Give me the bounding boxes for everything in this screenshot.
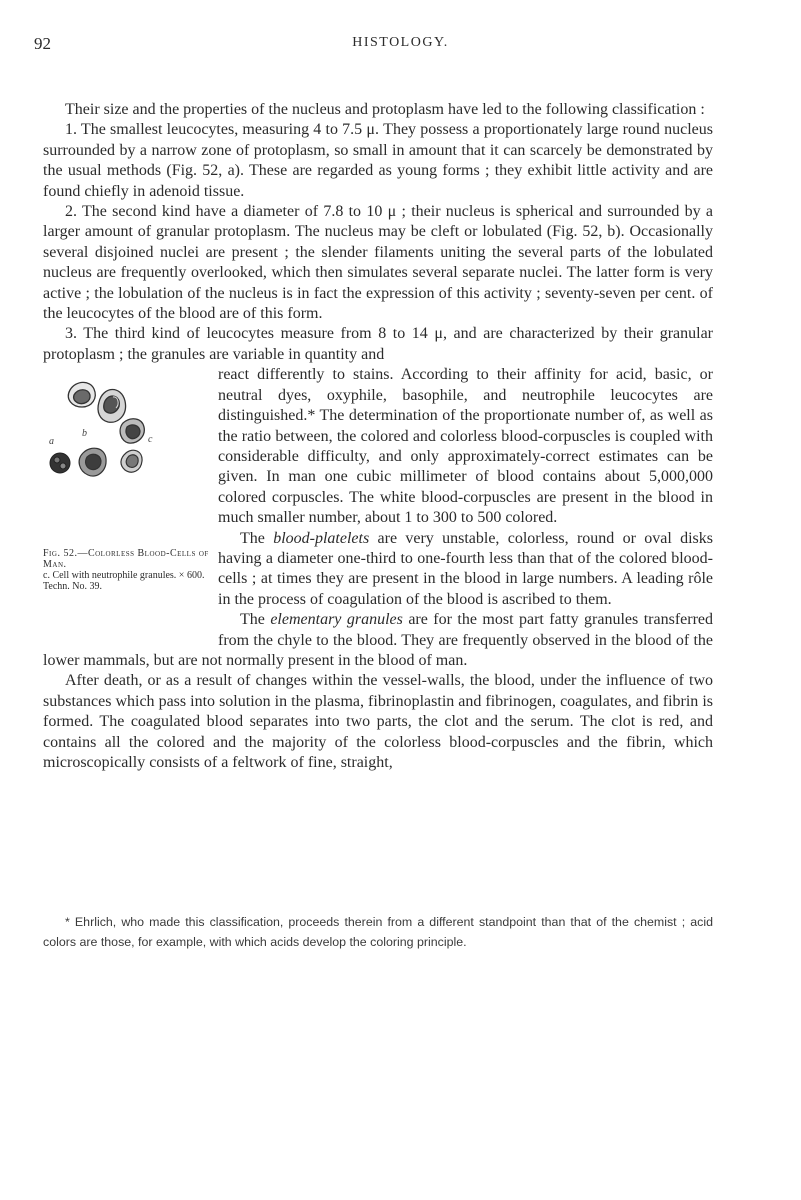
label-c: c bbox=[148, 434, 153, 446]
footnote: * Ehrlich, who made this classification, proceeds therein from a different standpoint than that of the chemist ; acid colors are those, for example, with which acids develop the coloring principle. bbox=[43, 915, 713, 949]
running-head: HISTOLOGY. bbox=[352, 35, 449, 50]
cell-b bbox=[98, 390, 126, 423]
page-number: 92 bbox=[34, 34, 51, 53]
platelets-lead: The bbox=[240, 529, 265, 547]
coagulation-paragraph: After death, or as a result of changes within the vessel-walls, the blood, under the influence of two substances which pass into solution in the plasma, fibrinoplastin and fibrinogen, coagulates, and fibrin is formed. The coagulated blood separates into two parts, the clot and the serum. The clot is red, and contains all the colored and the majority of the colorless blood-corpuscles and the fibrin, which microscopically consists of a feltwork of fine, straight, bbox=[43, 672, 713, 771]
cell-bottom-middle bbox=[79, 448, 106, 476]
intro-paragraph: Their size and the properties of the nucleus and protoplasm have led to the following classification : bbox=[65, 101, 705, 118]
class-3-continuation: react differently to stains. According to their affinity for acid, basic, or neutral dyes, oxyphile, basophile, and neutrophile leucocytes are distinguished.* The determination of the proportionate number of, as well as the ratio between, the colored and colorless blood-corpuscles is coupled with considerable difficulty, and only approximately-correct estimates can be given. In man one cubic millimeter of blood contains about 5,000,000 colored corpuscles. The white blood-corpuscles are present in the blood in much smaller number, about 1 to 300 to 500 colored. bbox=[218, 366, 713, 527]
page-header bbox=[0, 34, 801, 58]
granules-text: are for the most part fatty granules transferred from the chyle to the blood. They are frequently observed in the blood of the lower mammals, but are not normally present in the blood of man. bbox=[43, 611, 714, 669]
granules-lead: The bbox=[240, 611, 265, 629]
label-b: b bbox=[82, 428, 87, 440]
label-a: a bbox=[49, 436, 54, 448]
cell-bottom-left bbox=[50, 453, 70, 473]
cell-a bbox=[68, 383, 95, 408]
figure-caption bbox=[43, 548, 211, 592]
cell-c-top bbox=[120, 419, 144, 443]
class-1-paragraph: 1. The smallest leucocytes, measuring 4 to 7.5 μ. They possess a proportionately large round nucleus surrounded by a narrow zone of protoplasm, so small in amount that it can scarcely be demonstrated by the usual methods (Fig. 52, a). These are regarded as young forms ; they exhibit little activity and are found chiefly in adenoid tissue. bbox=[43, 121, 713, 200]
class-2-paragraph: 2. The second kind have a diameter of 7.8 to 10 μ ; their nucleus is spherical and surrounded by a larger amount of granular protoplasm. The nucleus may be cleft or lobulated (Fig. 52, b). Occasionally several disjoined nuclei are present ; the slender filaments uniting the several parts of the lobulated nucleus are frequently overlooked, which then simulates several separate nuclei. The latter form is very active ; the lobulation of the nucleus is in fact the expression of this activity ; seventy-seven per cent. of the leucocytes of the blood are of this form. bbox=[43, 203, 713, 323]
platelets-text: are very unstable, colorless, round or oval disks having a diameter one-third to one-fourth less than that of the colored blood-cells ; at times they are present in the blood in large numbers. A leading rôle in the process of coagulation of the blood is ascribed to them. bbox=[218, 529, 714, 608]
figure-caption-title: Fig. 52.—Colorless Blood-Cells of Man. bbox=[43, 548, 209, 571]
figure-caption-text: c. Cell with neutrophile granules. × 600. Techn. No. 39. bbox=[43, 570, 205, 593]
cell-bottom-right bbox=[121, 450, 142, 472]
leucocytes-illustration bbox=[43, 367, 208, 547]
granules-term: elementary granules bbox=[270, 611, 403, 629]
body-text bbox=[43, 100, 713, 773]
platelets-term: blood-platelets bbox=[273, 529, 370, 547]
class-3-paragraph: 3. The third kind of leucocytes measure from 8 to 14 μ, and are characterized by their granular protoplasm ; the granules are variable in quantity and bbox=[43, 325, 713, 363]
figure-52 bbox=[43, 365, 208, 633]
